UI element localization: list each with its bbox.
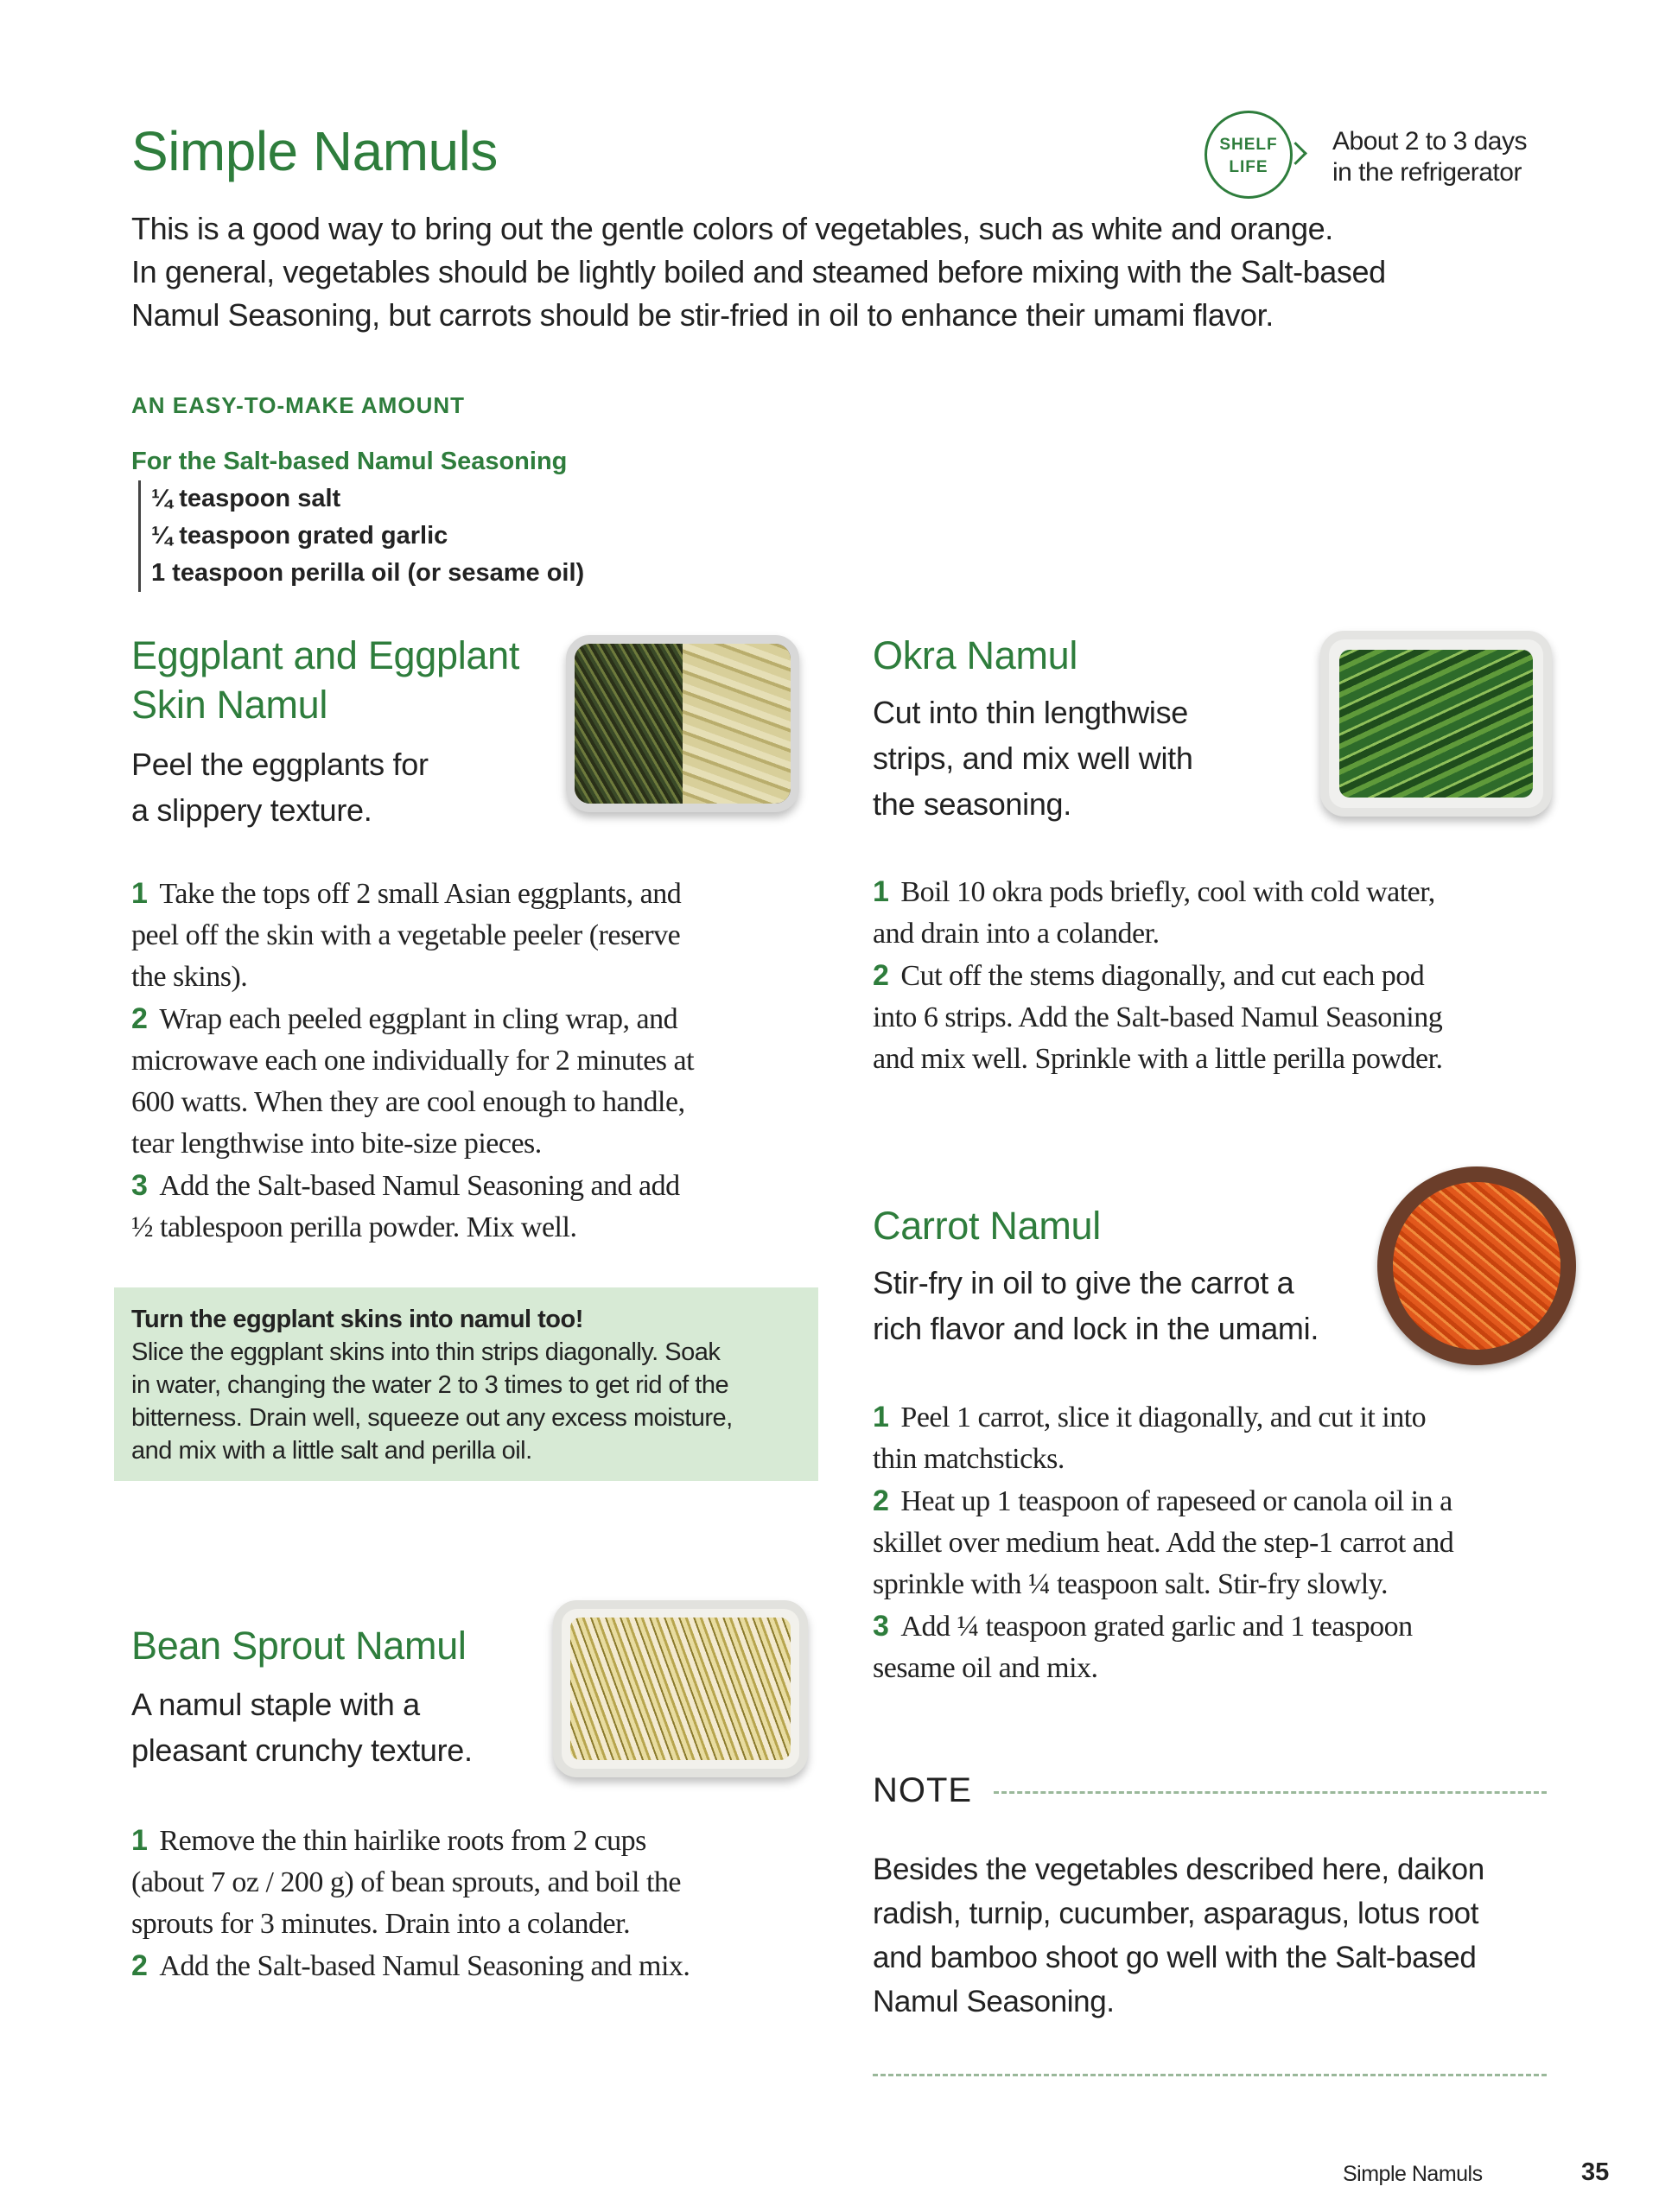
step-line xyxy=(873,1605,1573,1648)
step-line: ½ tablespoon perilla powder. Mix well. xyxy=(131,1211,577,1243)
step-line: thin matchsticks. xyxy=(873,1443,1065,1475)
tip-line: in water, changing the water 2 to 3 times to get rid of the xyxy=(131,1371,729,1399)
step-line: into 6 strips. Add the Salt-based Namul Seasoning xyxy=(873,1001,1443,1033)
step-number: 1 xyxy=(873,1401,889,1433)
eggplant-flesh-photo-part xyxy=(683,644,791,804)
step-number: 3 xyxy=(873,1610,889,1643)
okra-steps xyxy=(873,871,1564,1080)
intro-line: Namul Seasoning, but carrots should be stir-fried in oil to enhance their umami flavor. xyxy=(131,297,1274,333)
description-line: A namul staple with a xyxy=(131,1687,420,1722)
eggplant-description xyxy=(131,741,429,833)
ingredient-item: ¼ teaspoon grated garlic xyxy=(151,522,448,550)
shelf-life-text xyxy=(1332,126,1527,188)
note-divider-top xyxy=(994,1791,1547,1794)
step-number: 3 xyxy=(131,1169,148,1202)
note-line: and bamboo shoot go well with the Salt-based xyxy=(873,1941,1477,1974)
carrot-title: Carrot Namul xyxy=(873,1204,1101,1248)
page-title: Simple Namuls xyxy=(131,120,498,182)
bean-sprout-description xyxy=(131,1681,473,1773)
step-number: 1 xyxy=(873,875,889,908)
description-line: Stir-fry in oil to give the carrot a xyxy=(873,1265,1294,1300)
shelf-badge-word-1: SHELF xyxy=(1219,136,1278,154)
okra-namul-photo xyxy=(1320,631,1552,817)
bean-sprout-namul-photo xyxy=(553,1600,808,1777)
step-line xyxy=(131,1820,823,1862)
step-number: 1 xyxy=(131,1824,148,1857)
step-line: sprinkle with ¼ teaspoon salt. Stir-fry slowly. xyxy=(873,1568,1388,1600)
note-text xyxy=(873,1847,1564,2024)
okra-description xyxy=(873,690,1193,827)
step-line xyxy=(873,1396,1573,1439)
okra-strips-photo-part xyxy=(1339,650,1533,798)
description-line: pleasant crunchy texture. xyxy=(131,1732,473,1768)
bean-sprout-steps xyxy=(131,1820,823,1987)
carrot-namul-photo xyxy=(1377,1166,1576,1365)
eggplant-section-header xyxy=(131,631,519,729)
note-line: Namul Seasoning. xyxy=(873,1985,1115,2018)
tip-line: and mix with a little salt and perilla oil. xyxy=(131,1437,532,1465)
step-number: 2 xyxy=(873,1484,889,1517)
carrot-matchsticks-photo-part xyxy=(1393,1182,1560,1350)
step-line xyxy=(873,1480,1573,1522)
eggplant-title-line: Skin Namul xyxy=(131,683,328,727)
step-text: Add the Salt-based Namul Seasoning and add xyxy=(159,1170,680,1202)
step-line: tear lengthwise into bite-size pieces. xyxy=(131,1128,542,1160)
tip-line: bitterness. Drain well, squeeze out any excess moisture, xyxy=(131,1404,733,1432)
step-text: Take the tops off 2 small Asian eggplants, and xyxy=(159,878,682,910)
description-line: strips, and mix well with xyxy=(873,741,1193,776)
page-number: 35 xyxy=(1581,2158,1610,2186)
ingredient-item: ¼ teaspoon salt xyxy=(151,485,341,512)
bean-sprouts-photo-part xyxy=(570,1618,791,1760)
step-line: peel off the skin with a vegetable peeler (reserve xyxy=(131,919,681,951)
step-line: sprouts for 3 minutes. Drain into a colander. xyxy=(131,1908,631,1940)
intro-line: This is a good way to bring out the gentle colors of vegetables, such as white and orange. xyxy=(131,211,1333,246)
step-number: 1 xyxy=(131,877,148,910)
ingredient-item: 1 teaspoon perilla oil (or sesame oil) xyxy=(151,559,585,587)
eggplant-skin-photo-part xyxy=(575,644,683,804)
eggplant-skin-tip-box xyxy=(114,1287,818,1481)
step-text: Heat up 1 teaspoon of rapeseed or canola oil in a xyxy=(900,1485,1452,1517)
tip-line: Slice the eggplant skins into thin strips diagonally. Soak xyxy=(131,1338,721,1366)
step-line: sesame oil and mix. xyxy=(873,1652,1098,1684)
eggplant-steps xyxy=(131,873,823,1249)
step-line: and drain into a colander. xyxy=(873,918,1160,950)
step-text: Cut off the stems diagonally, and cut each pod xyxy=(900,960,1425,992)
step-text: Add the Salt-based Namul Seasoning and mix. xyxy=(159,1950,690,1982)
step-line: 600 watts. When they are cool enough to handle, xyxy=(131,1086,685,1118)
bean-sprout-title: Bean Sprout Namul xyxy=(131,1624,467,1668)
step-line: skillet over medium heat. Add the step-1 carrot and xyxy=(873,1527,1454,1559)
carrot-steps xyxy=(873,1396,1573,1689)
step-number: 2 xyxy=(873,959,889,992)
shelf-life-line: About 2 to 3 days xyxy=(1332,127,1527,156)
step-line xyxy=(131,998,823,1040)
description-line: Peel the eggplants for xyxy=(131,747,429,782)
note-line: radish, turnip, cucumber, asparagus, lotus root xyxy=(873,1897,1479,1930)
step-text: Add ¼ teaspoon grated garlic and 1 teaspoon xyxy=(900,1611,1413,1643)
note-heading: NOTE xyxy=(873,1771,973,1809)
shelf-badge-word-2: LIFE xyxy=(1229,158,1268,176)
step-number: 2 xyxy=(131,1002,148,1035)
step-text: Peel 1 carrot, slice it diagonally, and cut it into xyxy=(900,1402,1427,1433)
tip-title: Turn the eggplant skins into namul too! xyxy=(131,1306,583,1333)
step-text: Boil 10 okra pods briefly, cool with cold water, xyxy=(900,876,1435,908)
description-line: a slippery texture. xyxy=(131,792,372,828)
note-line: Besides the vegetables described here, daikon xyxy=(873,1853,1484,1886)
shelf-life-circle-icon xyxy=(1205,111,1293,199)
step-line: (about 7 oz / 200 g) of bean sprouts, and boil the xyxy=(131,1866,681,1898)
footer-section-title: Simple Namuls xyxy=(1343,2162,1483,2186)
seasoning-label: For the Salt-based Namul Seasoning xyxy=(131,448,568,475)
shelf-life-badge xyxy=(1205,111,1300,206)
step-line xyxy=(131,1165,823,1207)
seasoning-ingredient-list xyxy=(138,480,584,592)
okra-title: Okra Namul xyxy=(873,633,1078,677)
description-line: Cut into thin lengthwise xyxy=(873,695,1189,730)
description-line: the seasoning. xyxy=(873,786,1071,822)
step-line xyxy=(873,871,1564,913)
eggplant-namul-photo xyxy=(566,635,799,812)
carrot-description xyxy=(873,1260,1319,1351)
eggplant-title-line: Eggplant and Eggplant xyxy=(131,633,520,677)
shelf-life-line: in the refrigerator xyxy=(1332,158,1522,187)
amount-label: AN EASY-TO-MAKE AMOUNT xyxy=(131,392,465,418)
step-line: and mix well. Sprinkle with a little perilla powder. xyxy=(873,1043,1443,1075)
step-line: microwave each one individually for 2 minutes at xyxy=(131,1045,695,1077)
step-number: 2 xyxy=(131,1949,148,1982)
step-line xyxy=(131,873,823,915)
step-line xyxy=(131,1945,823,1987)
step-text: Remove the thin hairlike roots from 2 cups xyxy=(159,1825,646,1857)
step-line xyxy=(873,955,1564,997)
note-divider-bottom xyxy=(873,2074,1547,2076)
description-line: rich flavor and lock in the umami. xyxy=(873,1311,1319,1346)
step-line: the skins). xyxy=(131,961,248,993)
intro-paragraph xyxy=(131,207,1566,337)
step-text: Wrap each peeled eggplant in cling wrap, and xyxy=(159,1003,678,1035)
intro-line: In general, vegetables should be lightly boiled and steamed before mixing with the Salt-based xyxy=(131,254,1386,289)
